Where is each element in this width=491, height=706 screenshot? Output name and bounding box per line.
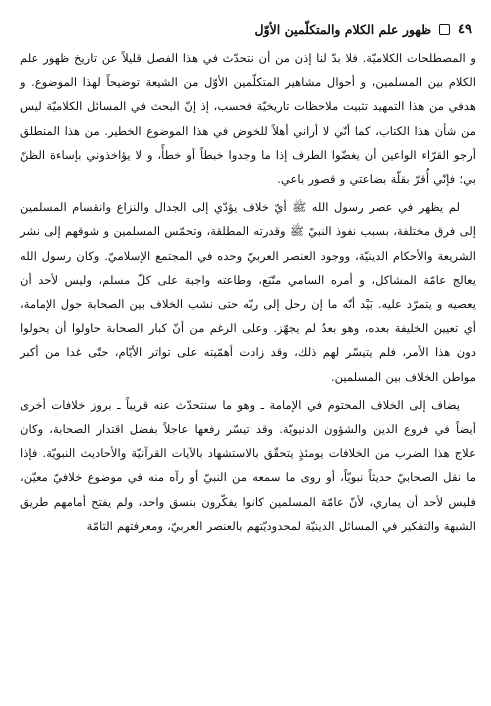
paragraph-3: يضاف إلى الخلاف المحتوم في الإمامة ـ وهو ما سنتحدّث عنه قريباً ـ بروز خلافات أخرى أيضاً في فروع الدين والشؤون الدنيويّة. وقد تيسّر رفعها عاجلاً بفضل اقتدار الصحابة، وكان علاج هذا الضرب من الخلافات يومئذٍ يتحقّق بالاستشهاد بالآيات القرآنيّة والأحاديث النبويّة. فإذا ما نقل الصحابيّ حديثاً نبويّاً، أو روى ما سمعه من النبيّ أو رآه منه في موضوع خلافيّ معيّن، فليس لأحد أن يماري، لأنّ عامّة المسلمين كانوا يفكّرون بنسق واحد، ولم يفتح أمامهم طريق الشبهة والتفكير في المسائل الدينيّة لمحدوديّتهم بالعنصر العربيّ، ومعرفتهم التامّة bbox=[20, 397, 476, 533]
book-page bbox=[20, 18, 476, 698]
page-number: ٤٩ bbox=[458, 21, 472, 37]
paragraph-2: لم يظهر في عصر رسول الله ﷺ أيّ خلاف يؤدّي إلى الجدال والنزاع وانقسام المسلمين إلى فرق مختلفة، بسبب نفوذ النبيّ ﷺ وقدرته المطلقة، وتحمّس المسلمين و شوقهم إلى نشر الشريعة والأحكام الدينيّة، ووجود العنصر العربيّ وحده في المجتمع الإسلاميّ. وكان رسول الله يعالج عامّة المشاكل، و أمره السامي متّبَع، وطاعته واجبة على كلّ مسلم، وليس لأحد أن يعصيه و يتمرّد عليه. بَيْد أنّه ما إن رحل إلى ربّه حتى نشب الخلاف بين الصحابة حول الإمامة، أي تعيين الخليفة بعده، وهو بعدُ لم يجهّز. وعلى الرغم من أنّ كبار الصحابة حاولوا أن يحولوا دون هذا الأمر، فلم يتيسّر لهم ذلك، وقد زادت أهمّيته على تواتر الأيّام، حتّى غدا من أكبر مواطن الخلاف بين المسلمين. bbox=[20, 200, 476, 384]
running-title: ظهور علم الكلام والمتكلّمين الأوّل bbox=[254, 21, 432, 37]
page-header bbox=[20, 18, 476, 40]
paragraph-1: و المصطلحات الكلاميّة. فلا بدّ لنا إذن من أن نتحدّث في هذا الفصل قليلاً عن تاريخ ظهور علم الكلام بين المسلمين، و أحوال مشاهير المتكلّمين الأوّل من الشيعة توضيحاً لهذا الموضوع. و هدفي من هذا التمهيد تثبيت ملاحظات تاريخيّة فحسب، إذ إنّ البحث في المسائل الكلاميّة ليس من شأن هذا الكتاب، كما أنّي لا أراني أهلاً للخوض في هذا الموضوع الخطير. من هذا المنطلق أرجو القرّاء الواعين أن يغضّوا الطرف إذا ما وجدوا خبطاً أو خطأً، و لا يؤاخذوني بإساءة الظنّ بي؛ فإنّي أُقرّ بقلّة بضاعتي و قصور باعي. bbox=[20, 51, 476, 187]
body-text bbox=[20, 46, 476, 538]
square-ornament-icon bbox=[439, 24, 450, 35]
